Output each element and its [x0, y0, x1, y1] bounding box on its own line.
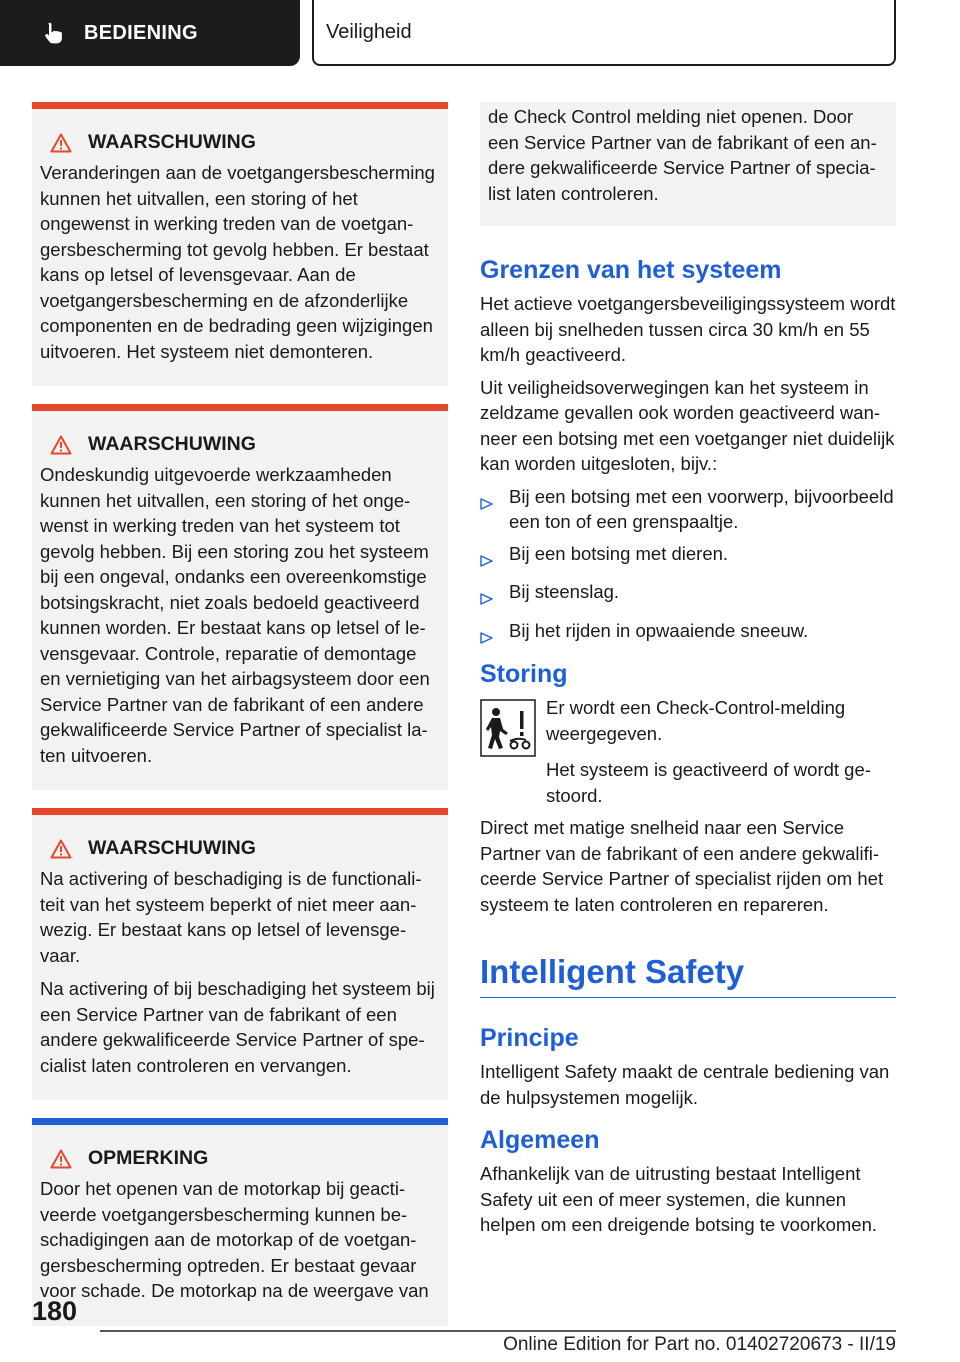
warning-triangle-icon: [50, 839, 72, 859]
warning-triangle-icon: [50, 435, 72, 455]
triangle-bullet-icon: [480, 498, 493, 510]
list-item-text: Bij een botsing met een voorwerp, bijvoorbeeld een ton of een grenspaaltje.: [509, 485, 894, 532]
warning-box: [32, 102, 448, 386]
warning-triangle-icon: [50, 1149, 72, 1169]
bullet-list: [480, 484, 896, 651]
warning-title-text: WAARSCHUWING: [88, 837, 256, 859]
warning-text: Ondeskundig uitgevoerde werkzaamheden kunnen het uitvallen, een storing of het ongewenst in werking treden van het systeem tot gevolg hebben. Bij een storing zou het systeem bij een ongeval, ondanks een overeenkomstige botsingskracht, niet zoals bedoeld geactiveerd kunnen worden. Er bestaat kans op letsel of levensgevaar. Controle, reparatie of demontage en vernietiging van het airbagsysteem door een Service Partner van de fabrikant of een andere gekwalificeerde Service Partner of specialist laten uitvoeren.: [40, 464, 430, 766]
section-heading-storing: Storing: [480, 660, 568, 688]
note-text: Door het openen van de motorkap bij geactiveerde voetgangersbescherming kunnen beschadigingen aan de motorkap of de voetgangersbescherming optreden. Er bestaat gevaar voor schade. De motorkap na de weergave van: [40, 1178, 429, 1301]
warning-text: Na activering of beschadiging is de functionaliteit van het systeem beperkt of niet meer aanwezig. Er bestaat kans op letsel of levensgevaar.: [40, 868, 422, 966]
list-item-text: Bij steenslag.: [509, 581, 620, 602]
list-item: [480, 541, 896, 574]
storing-block: [480, 695, 896, 757]
footer-divider: [100, 1330, 896, 1332]
triangle-bullet-icon: [480, 555, 493, 567]
pedestrian-protection-warning-icon: [480, 699, 536, 757]
warning-title-text: WAARSCHUWING: [88, 131, 256, 153]
warning-title: [40, 837, 440, 860]
header-topic-tab: [312, 0, 896, 66]
footer-edition: Online Edition for Part no. 01402720673 - II/19: [503, 1334, 896, 1355]
triangle-bullet-icon: [480, 632, 493, 644]
header-topic-title: Veiligheid: [326, 20, 412, 43]
body-text: Het actieve voetgangersbeveiligingssysteem wordt alleen bij snelheden tussen circa 30 km/h en 55 km/h geactiveerd.: [480, 293, 896, 365]
chapter-heading-intelligent-safety: Intelligent Safety: [480, 953, 896, 998]
note-box: [32, 1118, 448, 1326]
warning-title: [40, 433, 440, 456]
warning-title-text: WAARSCHUWING: [88, 433, 256, 455]
note-box-continued: [480, 102, 896, 226]
header-section-title: BEDIENING: [84, 21, 198, 44]
list-item-text: Bij het rijden in opwaaiende sneeuw.: [509, 619, 809, 641]
body-text: Intelligent Safety maakt de centrale bediening van de hulpsystemen mogelijk.: [480, 1061, 890, 1108]
warning-triangle-icon: [50, 133, 72, 153]
page-number: 180: [32, 1296, 78, 1326]
note-text: de Check Control melding niet openen. Door een Service Partner van de fabrikant of een andere gekwalificeerde Service Partner of specialist laten controleren.: [488, 106, 877, 204]
right-column: [480, 102, 896, 1245]
list-item: [480, 618, 896, 651]
list-item-text: Bij een botsing met dieren.: [509, 542, 729, 564]
section-heading-algemeen: Algemeen: [480, 1126, 600, 1154]
header-section-tab: [0, 0, 300, 66]
warning-box: [32, 808, 448, 1100]
body-text: Direct met matige snelheid naar een Service Partner van de fabrikant of een andere gekwalificeerde Service Partner of specialist rijden om het systeem te laten controleren en repareren.: [480, 817, 884, 915]
hand-pointer-icon: [40, 20, 66, 46]
storing-text: [546, 695, 896, 757]
warning-text: Veranderingen aan de voetgangersbescherming kunnen het uitvallen, een storing of het ongewenst in werking treden van de voetgangersbescherming tot gevolg hebben. Er bestaat kans op letsel of levensgevaar. Aan de voetgangersbescherming en de afzonderlijke componenten en de bedrading geen wijzigingen uitvoeren. Het systeem niet demonteren.: [40, 162, 435, 362]
section-heading-principe: Principe: [480, 1024, 579, 1052]
note-title: [40, 1147, 440, 1170]
body-text: Het systeem is geactiveerd of wordt gestoord.: [546, 759, 871, 806]
warning-text: Na activering of bij beschadiging het systeem bij een Service Partner van de fabrikant of een andere gekwalificeerde Service Partner of specialist laten controleren en vervangen.: [40, 978, 435, 1076]
warning-title: [40, 131, 440, 154]
list-item: [480, 579, 896, 612]
body-text: Afhankelijk van de uitrusting bestaat Intelligent Safety uit een of meer systemen, die kunnen helpen om een dreigende botsing te voorkomen.: [480, 1163, 877, 1235]
left-column: [32, 102, 448, 1344]
body-text: Uit veiligheidsoverwegingen kan het systeem in zeldzame gevallen ook worden geactiveerd wanneer een botsing met een voetganger niet duidelijk kan worden uitgesloten, bijv.:: [480, 376, 895, 474]
note-title-text: OPMERKING: [88, 1147, 209, 1169]
warning-box: [32, 404, 448, 790]
body-text: Er wordt een Check-Control-melding weergegeven.: [546, 697, 846, 744]
triangle-bullet-icon: [480, 593, 493, 605]
list-item: [480, 484, 896, 535]
section-heading-grenzen: Grenzen van het systeem: [480, 256, 782, 284]
